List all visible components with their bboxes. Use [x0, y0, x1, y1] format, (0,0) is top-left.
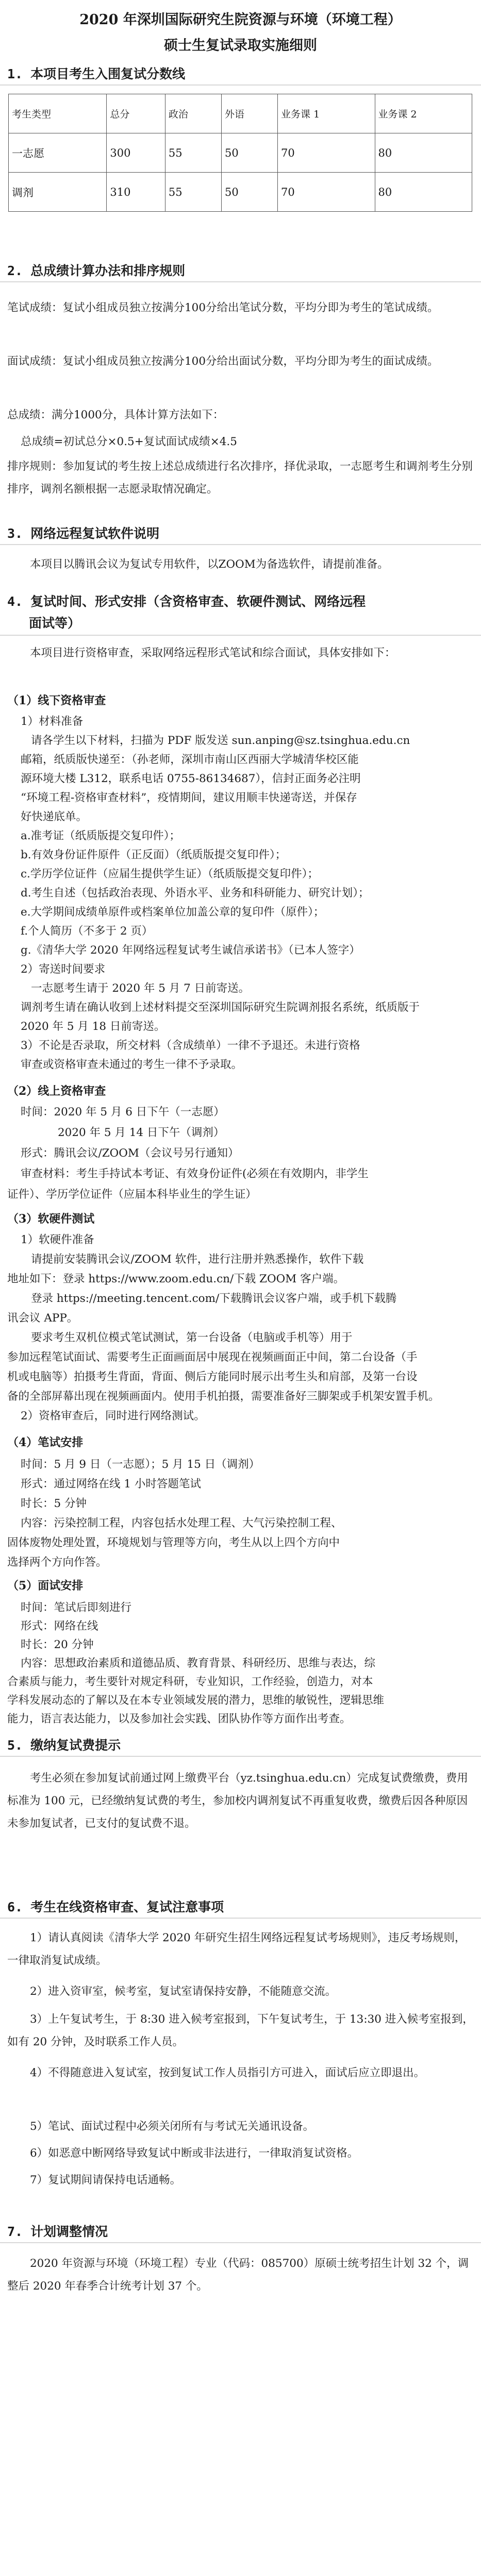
section-divider [0, 1918, 481, 1919]
online-review-heading: （2）线上资格审查 [7, 1084, 106, 1098]
score-table [8, 94, 472, 212]
schedule-line: 请提前安装腾讯会议/ZOOM 软件，进行注册并熟悉操作，软件下载 [31, 1253, 364, 1266]
section-divider [0, 544, 481, 545]
section-divider [0, 281, 481, 282]
notice-item: 3）上午复试考生，于 8:30 进入候考室报到，下午复试考生，于 13:30 进入候考室报到，如有 20 分钟，及时联系工作人员。 [7, 2013, 474, 2048]
schedule-line: 内容：思想政治素质和道德品质、教育背景、科研经历、思维与表达，综 [21, 1657, 376, 1670]
total-score-formula: 总成绩=初试总分×0.5+复试面试成绩×4.5 [21, 435, 237, 448]
schedule-line: 请各学生以下材料，扫描为 PDF 版发送 sun.anping@sz.tsinghua.edu.cn [31, 734, 410, 747]
score-table-header-cell: 政治 [165, 94, 221, 133]
section-divider [0, 1756, 481, 1757]
document-title-line1: 2020 年深圳国际研究生院资源与环境（环境工程） [79, 12, 402, 28]
score-table-row [9, 133, 472, 173]
section-divider [0, 2242, 481, 2243]
schedule-line: 证件）、学历学位证件（应届本科毕业生的学生证） [7, 1188, 257, 1201]
schedule-line: “环境工程-资格审查材料”，疫情期间，建议用顺丰快递寄送，并保存 [21, 791, 357, 804]
schedule-line: 时间：5 月 9 日（一志愿）；5 月 15 日（调剂） [21, 1458, 260, 1471]
schedule-line: d.考生自述（包括政治表现、外语水平、业务和科研能力、研究计划）； [21, 887, 370, 900]
score-table-cell: 50 [221, 173, 277, 212]
score-table-cell: 一志愿 [9, 133, 107, 173]
score-table-header [9, 94, 472, 133]
score-table-cell: 70 [278, 173, 375, 212]
score-table-header-cell: 总分 [107, 94, 165, 133]
schedule-line: b.有效身份证件原件（正反面）（纸质版提交复印件）； [21, 849, 287, 861]
schedule-line: 时长：20 分钟 [21, 1638, 94, 1651]
schedule-line: 学科发展动态的了解以及在本专业领域发展的潜力，思维的敏锐性，逻辑思维 [7, 1694, 385, 1707]
score-table-cell: 300 [107, 133, 165, 173]
schedule-line: 备的全部屏幕出现在视频画面内。使用手机拍摄，需要准备好三脚架或手机架安置手机。 [7, 1390, 440, 1403]
section-2-heading: 2. 总成绩计算办法和排序规则 [7, 263, 186, 278]
schedule-line: 地址如下：登录 https://www.zoom.edu.cn/下载 ZOOM 客户端。 [7, 1273, 345, 1285]
schedule-line: 登录 https://meeting.tencent.com/下载腾讯会议客户端，或手机下载腾 [31, 1292, 397, 1305]
written-score-paragraph: 笔试成绩：复试小组成员独立按满分100分给出笔试分数，平均分即为考生的笔试成绩。 [7, 301, 439, 314]
document-title-line2: 硕士生复试录取实施细则 [164, 38, 317, 54]
written-exam-heading: （4）笔试安排 [7, 1436, 84, 1449]
score-table-cell: 50 [221, 133, 277, 173]
software-paragraph: 本项目以腾讯会议为复试专用软件，以ZOOM为备选软件，请提前准备。 [30, 558, 389, 571]
notice-item: 5）笔试、面试过程中必须关闭所有与考试无关通讯设备。 [30, 2120, 314, 2133]
schedule-line: 形式：网络在线 [21, 1620, 98, 1633]
section-4-heading-line2: 面试等） [29, 616, 81, 631]
schedule-line: 要求考生双机位模式笔试测试，第一台设备（电脑或手机等）用于 [31, 1331, 353, 1344]
score-table-row [9, 173, 472, 212]
offline-review-heading: （1）线下资格审查 [7, 694, 106, 707]
score-table-header-cell: 考生类型 [9, 94, 107, 133]
schedule-line: 2020 年 5 月 14 日下午（调剂） [58, 1126, 225, 1139]
schedule-line: 能力，语言表达能力，以及参加社会实践、团队协作等方面作出考查。 [7, 1713, 351, 1725]
notice-item: 1）请认真阅读《清华大学 2020 年研究生招生网络远程复试考场规则》，违反考场规则，一律取消复试成绩。 [7, 1931, 466, 1967]
interview-heading: （5）面试安排 [7, 1579, 84, 1592]
interview-score-paragraph: 面试成绩：复试小组成员独立按满分100分给出面试分数，平均分即为考生的面试成绩。 [7, 355, 439, 368]
plan-adjustment-paragraph: 2020 年资源与环境（环境工程）专业（代码：085700）原硕士统考招生计划 32 个，调整后 2020 年春季合计统考计划 37 个。 [7, 2257, 469, 2293]
schedule-line: 合素质与能力，考生要针对规定科研，专业知识，工作经验，创造力，对本 [7, 1675, 373, 1688]
notice-item: 6）如恶意中断网络导致复试中断或非法进行，一律取消复试资格。 [30, 2147, 359, 2160]
score-table-header-cell: 外语 [221, 94, 277, 133]
score-table-cell: 70 [278, 133, 375, 173]
score-table-cell: 80 [375, 173, 472, 212]
schedule-line: 好快递底单。 [21, 810, 88, 823]
schedule-line: 1）软硬件准备 [21, 1233, 94, 1246]
notice-item: 7）复试期间请保持电话通畅。 [30, 2174, 181, 2187]
schedule-line: 2020 年 5 月 18 日前寄送。 [21, 1020, 165, 1033]
schedule-line: 选择两个方向作答。 [7, 1556, 107, 1569]
schedule-line: c.学历学位证件（应届生提供学生证）（纸质版提交复印件）； [21, 868, 319, 880]
score-table-cell: 80 [375, 133, 472, 173]
score-table-cell: 55 [165, 173, 221, 212]
section-6-heading: 6. 考生在线资格审查、复试注意事项 [7, 1900, 224, 1914]
score-table-header-cell: 业务课 1 [278, 94, 375, 133]
total-score-paragraph: 总成绩：满分1000分，具体计算方法如下： [7, 409, 224, 421]
schedule-line: 机或电脑等）拍摄考生背面，背面、侧后方能同时展示出考生头和肩部，及第一台设 [7, 1370, 418, 1383]
schedule-line: 调剂考生请在确认收到上述材料提交至深圳国际研究生院调剂报名系统，纸质版于 [21, 1001, 420, 1014]
score-table-cell: 310 [107, 173, 165, 212]
schedule-line: 时间：笔试后即刻进行 [21, 1601, 132, 1614]
schedule-line: 一志愿考生请于 2020 年 5 月 7 日前寄送。 [31, 982, 250, 995]
schedule-line: a.准考证（纸质版提交复印件）； [21, 829, 180, 842]
schedule-line: 2）寄送时间要求 [21, 963, 106, 976]
software-test-heading: （3）软硬件测试 [7, 1212, 95, 1226]
schedule-line: e.大学期间成绩单原件或档案单位加盖公章的复印件（原件）； [21, 906, 325, 919]
schedule-line: 形式：腾讯会议/ZOOM（会议号另行通知） [21, 1147, 239, 1160]
ranking-rule-paragraph: 排序规则：参加复试的考生按上述总成绩进行名次排序，择优录取，一志愿考生和调剂考生分别排序，调剂名额根据一志愿录取情况确定。 [7, 460, 473, 496]
schedule-line: 时长：5 分钟 [21, 1497, 87, 1510]
notice-item: 2）进入资审室，候考室，复试室请保持安静，不能随意交流。 [30, 1985, 337, 1998]
schedule-line: 源环境大楼 L312，联系电话 0755-86134687），信封正面务必注明 [21, 772, 361, 785]
section-divider [0, 635, 481, 636]
schedule-intro-paragraph: 本项目进行资格审查，采取网络远程形式笔试和综合面试，具体安排如下： [30, 647, 396, 659]
score-table-header-cell: 业务课 2 [375, 94, 472, 133]
section-4-heading-line1: 4. 复试时间、形式安排（含资格审查、软硬件测试、网络远程 [7, 594, 366, 609]
notice-item: 4）不得随意进入复试室，按到复试工作人员指引方可进入，面试后应立即退出。 [30, 2066, 425, 2079]
schedule-line: 1）材料准备 [21, 715, 84, 728]
section-7-heading: 7. 计划调整情况 [7, 2224, 108, 2239]
section-3-heading: 3. 网络远程复试软件说明 [7, 526, 160, 541]
schedule-line: 讯会议 APP。 [7, 1312, 78, 1325]
fee-paragraph: 考生必须在参加复试前通过网上缴费平台（yz.tsinghua.edu.cn）完成复试费缴费，费用标准为 100 元，已经缴纳复试费的考生，参加校内调剂复试不再重复收费，缴费后因各种原因未参加复试者，已支付的复试费不退。 [7, 1772, 468, 1830]
schedule-line: 内容：污染控制工程，内容包括水处理工程、大气污染控制工程、 [21, 1517, 342, 1530]
score-table-cell: 调剂 [9, 173, 107, 212]
schedule-line: 3）不论是否录取，所交材料（含成绩单）一律不予退还。未进行资格 [21, 1039, 360, 1052]
schedule-line: g.《清华大学 2020 年网络远程复试考生诚信承诺书》（已本人签字） [21, 944, 360, 957]
section-5-heading: 5. 缴纳复试费提示 [7, 1738, 121, 1753]
schedule-line: f.个人简历（不多于 2 页） [21, 925, 153, 938]
schedule-line: 邮箱，纸质版快递至：（孙老师，深圳市南山区西丽大学城清华校区能 [21, 753, 359, 766]
schedule-line: 审查或资格审查未通过的考生一律不予录取。 [21, 1058, 243, 1071]
schedule-line: 形式：通过网络在线 1 小时答题笔试 [21, 1478, 201, 1490]
schedule-line: 参加远程笔试面试、需要考生正面画面居中展现在视频画面正中间，第二台设备（手 [7, 1351, 418, 1364]
schedule-line: 时间：2020 年 5 月 6 日下午（一志愿） [21, 1106, 225, 1118]
section-1-heading: 1. 本项目考生入围复试分数线 [7, 66, 186, 81]
section-divider [0, 84, 481, 86]
score-table-cell: 55 [165, 133, 221, 173]
schedule-line: 审查材料：考生手持试本考证、有效身份证件(必须在有效期内，非学生 [21, 1167, 369, 1180]
schedule-line: 2）资格审查后，同时进行网络测试。 [21, 1410, 205, 1422]
schedule-line: 固体废物处理处置，环境规划与管理等方向，考生从以上四个方向中 [7, 1536, 340, 1549]
